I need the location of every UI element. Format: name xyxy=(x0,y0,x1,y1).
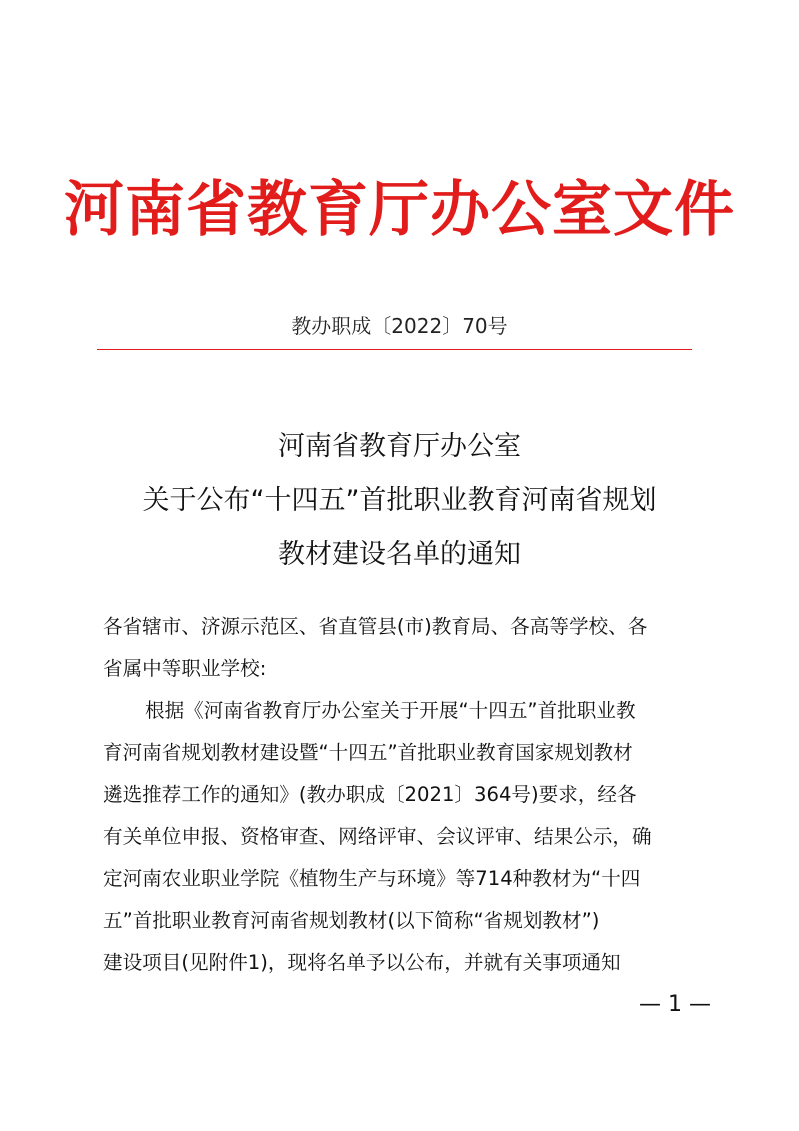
body-line-5: 遴选推荐工作的通知》(教办职成〔2021〕364号)要求，经各 xyxy=(103,783,637,806)
red-divider-line xyxy=(97,349,692,350)
title-line-2: 关于公布“十四五”首批职业教育河南省规划 xyxy=(142,485,657,516)
body-line-addressee-2: 省属中等职业学校: xyxy=(103,657,267,680)
page-number: — 1 — xyxy=(639,992,711,1017)
body-line-9: 建设项目(见附件1)，现将名单予以公布，并就有关事项通知 xyxy=(103,951,621,974)
body-text xyxy=(103,606,711,984)
body-line-7: 定河南农业职业学院《植物生产与环境》等714种教材为“十四 xyxy=(103,867,641,890)
title-line-1: 河南省教育厅办公室 xyxy=(278,431,521,462)
title-line-3: 教材建设名单的通知 xyxy=(278,539,521,570)
document-number: 教办职成〔2022〕70号 xyxy=(291,314,508,338)
body-line-addressee-1: 各省辖市、济源示范区、省直管县(市)教育局、各高等学校、各 xyxy=(103,615,648,638)
body-line-3: 根据《河南省教育厅办公室关于开展“十四五”首批职业教 xyxy=(145,699,636,722)
body-line-4: 育河南省规划教材建设暨“十四五”首批职业教育国家规划教材 xyxy=(103,741,633,764)
body-line-8: 五”首批职业教育河南省规划教材(以下简称“省规划教材”) xyxy=(103,909,600,932)
issuer-heading: 河南省教育厅办公室文件 xyxy=(64,175,735,245)
document-title xyxy=(0,420,799,582)
body-line-6: 有关单位申报、资格审查、网络评审、会议评审、结果公示，确 xyxy=(103,825,652,848)
